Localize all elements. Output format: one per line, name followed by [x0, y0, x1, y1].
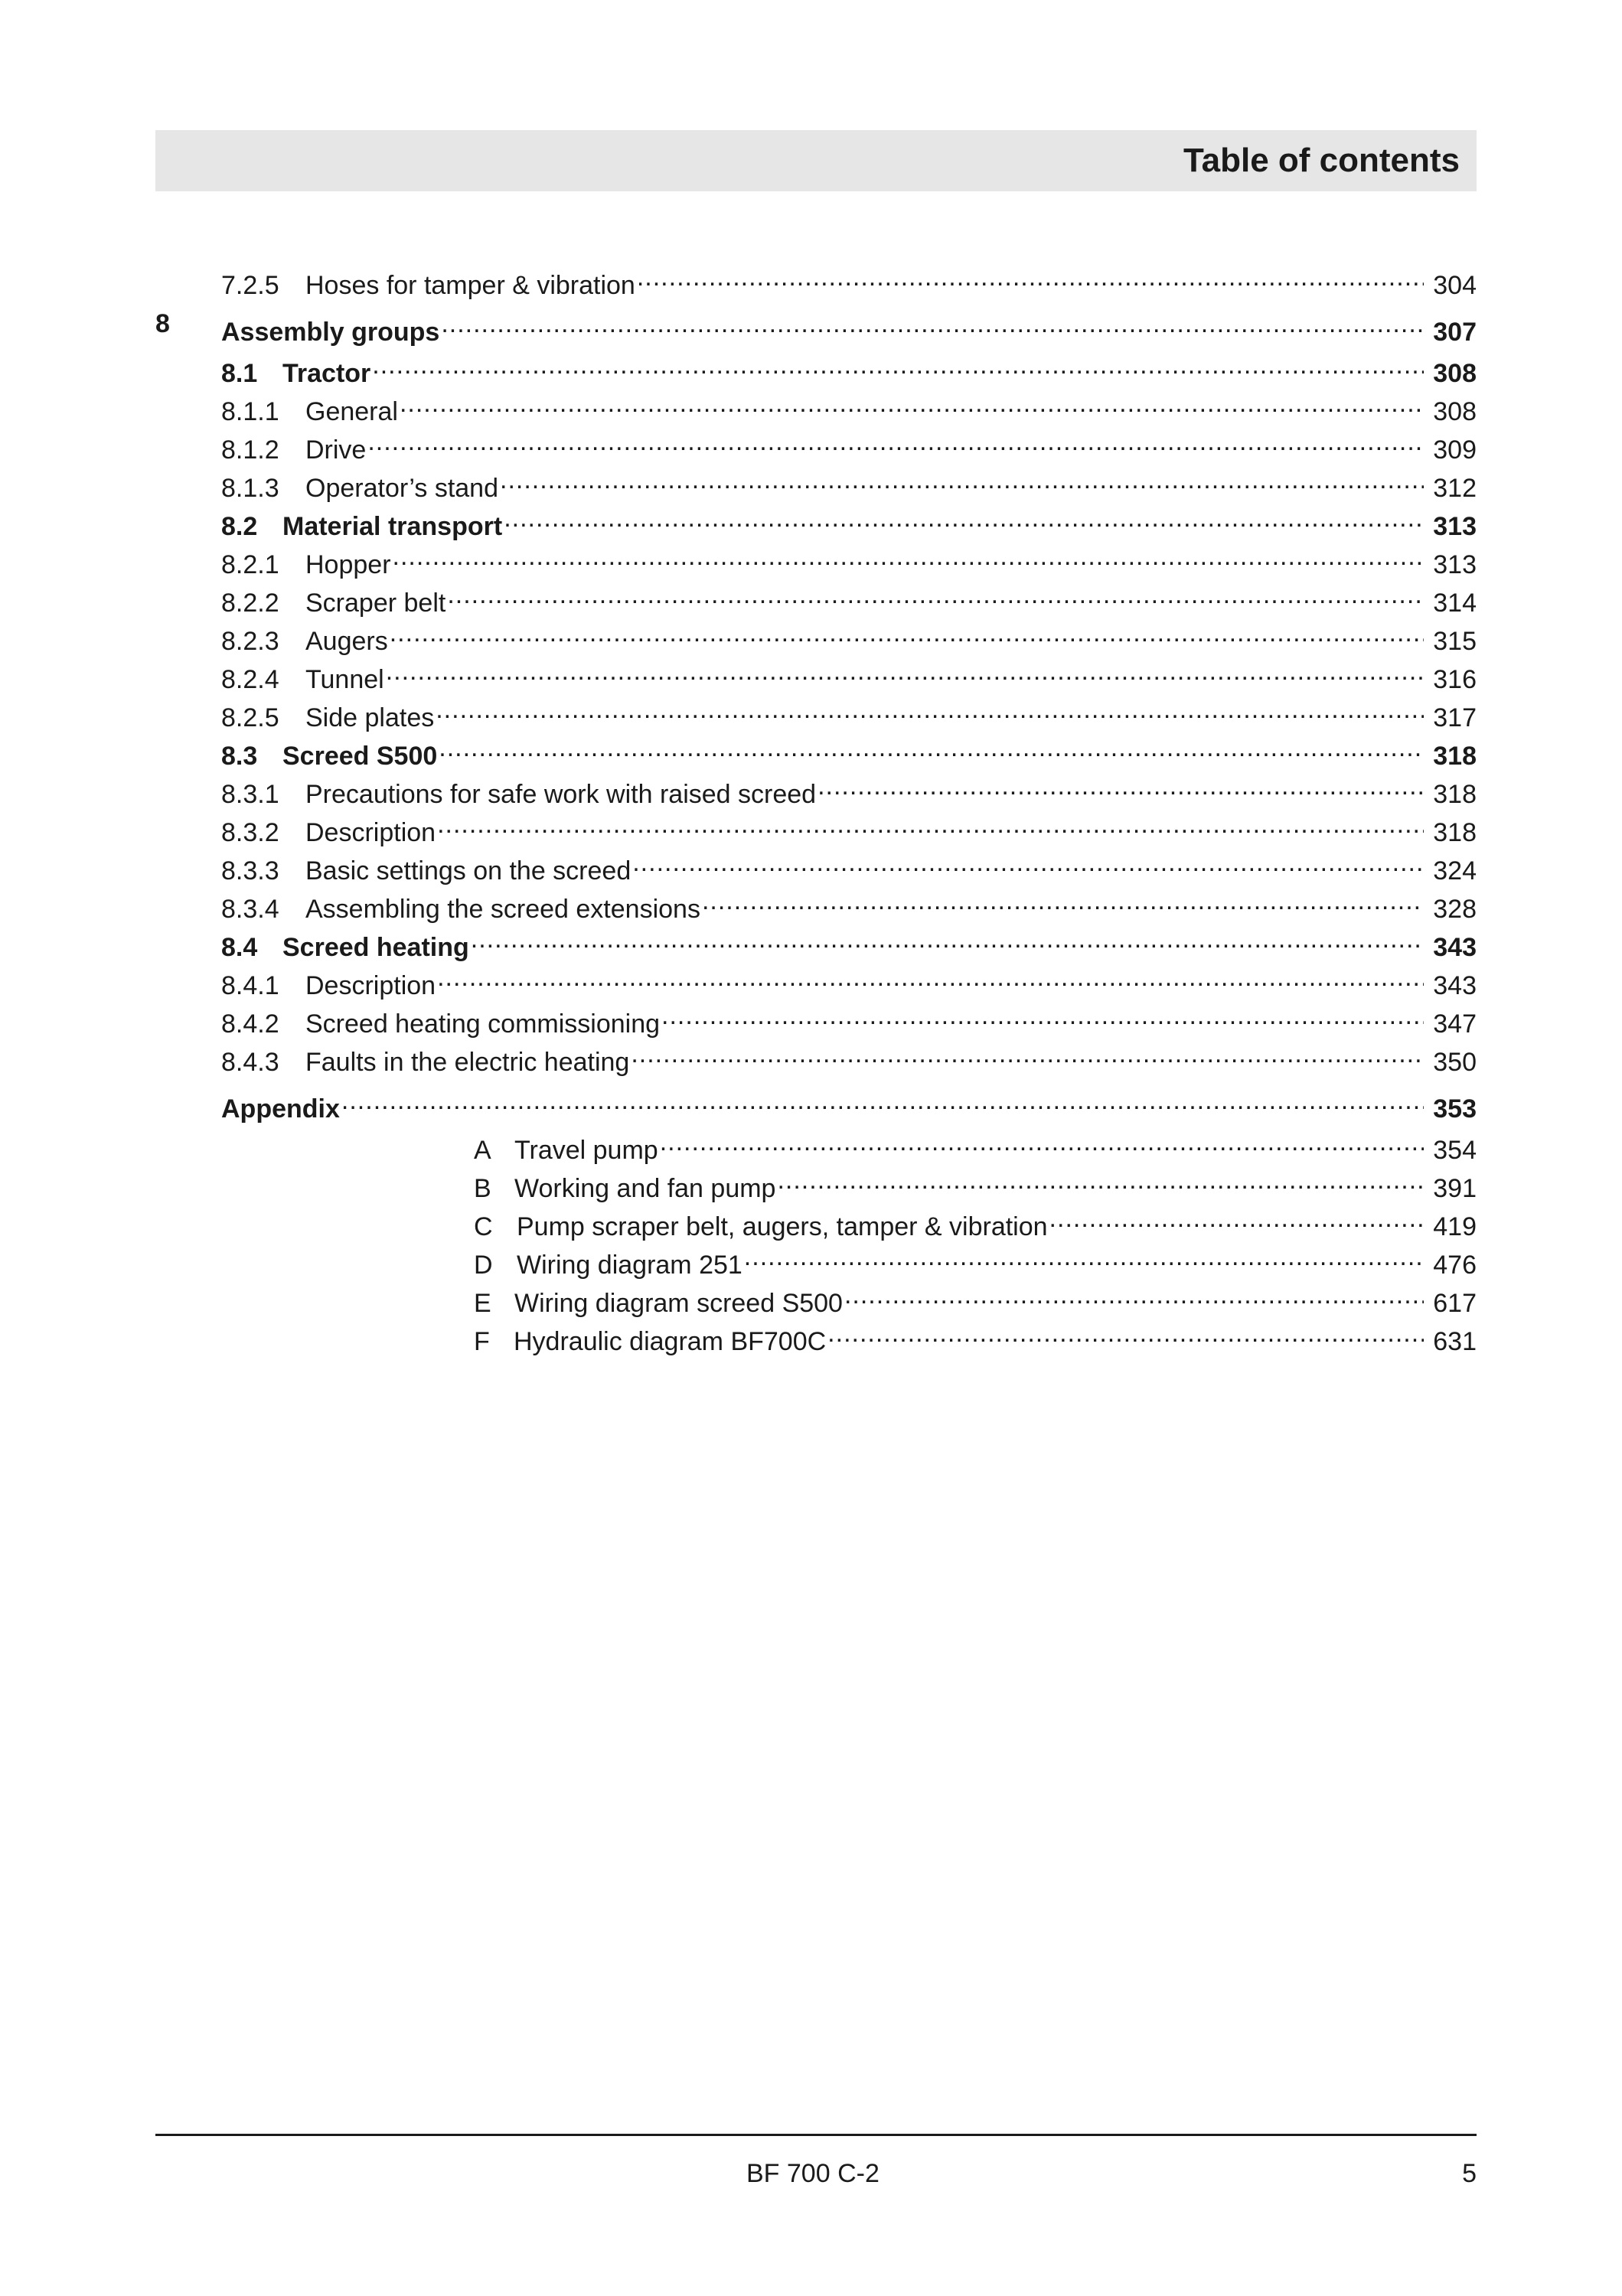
toc-entry[interactable]	[221, 616, 1477, 656]
toc-entry-number: 8.1.1	[221, 397, 279, 426]
toc-entry[interactable]	[221, 425, 1477, 465]
toc-entry-title: Hydraulic diagram BF700C	[514, 1327, 827, 1356]
toc-entry-page: 309	[1433, 435, 1477, 465]
toc-entry-page: 347	[1433, 1009, 1477, 1039]
toc-entry-page: 318	[1433, 780, 1477, 809]
toc-entry-title: Wiring diagram screed S500	[514, 1289, 843, 1318]
toc-entry-page: 308	[1433, 359, 1477, 388]
toc-leader-dots	[341, 1084, 1424, 1117]
toc-entry-page: 328	[1433, 895, 1477, 924]
toc-entry-number: 8.4.1	[221, 971, 279, 1000]
toc-entry-letter: F	[474, 1327, 490, 1356]
toc-entry-title: Operator’s stand	[305, 474, 498, 503]
toc-entry-number: 8.4.2	[221, 1009, 279, 1039]
toc-entry-title: Hopper	[305, 550, 391, 579]
toc-entry-page: 316	[1433, 665, 1477, 694]
toc-entry-appendix-item[interactable]	[474, 1240, 1477, 1280]
toc-leader-dots	[386, 654, 1425, 688]
toc-entry-letter: B	[474, 1174, 491, 1203]
toc-leader-dots	[400, 386, 1424, 420]
toc-entry-page: 312	[1433, 474, 1477, 503]
toc-entry-title: Travel pump	[514, 1136, 658, 1165]
toc-leader-dots	[441, 307, 1424, 341]
toc-entry-page: 391	[1433, 1174, 1477, 1203]
toc-entry-title: Assembling the screed extensions	[305, 895, 700, 924]
toc-leader-dots	[447, 578, 1424, 612]
toc-entry-page: 354	[1433, 1136, 1477, 1165]
toc-entry[interactable]	[221, 386, 1477, 426]
toc-entry-section[interactable]	[221, 348, 1477, 388]
toc-entry-title: Working and fan pump	[514, 1174, 776, 1203]
toc-entry-title: Wiring diagram 251	[517, 1251, 742, 1280]
toc-leader-dots	[818, 769, 1424, 803]
toc-entry-appendix-item[interactable]	[474, 1278, 1477, 1318]
toc-entry-title: Augers	[305, 627, 388, 656]
toc-leader-dots	[437, 807, 1424, 841]
toc-entry-page: 313	[1433, 512, 1477, 541]
toc-entry-title: Tractor	[282, 359, 371, 388]
toc-leader-dots	[777, 1163, 1424, 1197]
toc-entry-page: 315	[1433, 627, 1477, 656]
toc-entry-title: Description	[305, 818, 436, 847]
toc-entry[interactable]	[221, 578, 1477, 618]
toc-entry[interactable]	[221, 960, 1477, 1000]
toc-entry-number: 8.2.5	[221, 703, 279, 732]
toc-entry[interactable]	[221, 540, 1477, 579]
toc-leader-dots	[632, 846, 1424, 879]
toc-entry-page: 313	[1433, 550, 1477, 579]
toc-entry-page: 419	[1433, 1212, 1477, 1241]
toc-entry-number: 8.3	[221, 742, 258, 771]
toc-leader-dots	[504, 501, 1424, 535]
toc-entry[interactable]	[221, 769, 1477, 809]
toc-entry-page: 343	[1433, 933, 1477, 962]
toc-entry-letter: A	[474, 1136, 491, 1165]
toc-entry-page: 476	[1433, 1251, 1477, 1280]
toc-entry-title: Description	[305, 971, 436, 1000]
toc-entry-number: 8.1.3	[221, 474, 279, 503]
toc-entry-appendix-item[interactable]	[474, 1316, 1477, 1356]
toc-entry-page: 631	[1433, 1327, 1477, 1356]
toc-leader-dots	[744, 1240, 1424, 1274]
toc-entry-number: 8.4.3	[221, 1048, 279, 1077]
toc-entry[interactable]	[221, 654, 1477, 694]
toc-entry-number: 8.3.4	[221, 895, 279, 924]
toc-entry[interactable]	[221, 260, 1477, 300]
toc-leader-dots	[393, 540, 1425, 573]
toc-leader-dots	[439, 731, 1424, 765]
footer-page-number: 5	[1462, 2159, 1477, 2188]
toc-entry-chapter[interactable]	[155, 307, 1477, 347]
toc-entry-section[interactable]	[221, 922, 1477, 962]
toc-entry-title: Material transport	[282, 512, 503, 541]
toc-entry-title: Faults in the electric heating	[305, 1048, 630, 1077]
toc-entry-number: 8.2.2	[221, 589, 279, 618]
toc-leader-dots	[436, 693, 1424, 726]
toc-entry-appendix-item[interactable]	[474, 1163, 1477, 1203]
toc-leader-dots	[437, 960, 1424, 994]
toc-leader-dots	[471, 922, 1425, 956]
toc-leader-dots	[367, 425, 1424, 458]
toc-entry[interactable]	[221, 463, 1477, 503]
toc-entry-number: 8.2.4	[221, 665, 279, 694]
toc-entry-title: Scraper belt	[305, 589, 446, 618]
toc-entry-title: Screed S500	[282, 742, 438, 771]
toc-entry-number: 7.2.5	[221, 271, 279, 300]
toc-entry-title: Drive	[305, 435, 367, 465]
toc-entry[interactable]	[221, 693, 1477, 732]
toc-entry[interactable]	[221, 884, 1477, 924]
toc-entry-number: 8.1	[221, 359, 258, 388]
toc-entry-letter: C	[474, 1212, 493, 1241]
toc-entry-title: Pump scraper belt, augers, tamper & vibration	[517, 1212, 1048, 1241]
toc-entry-page: 353	[1433, 1094, 1477, 1124]
toc-entry-number: 8.2	[221, 512, 258, 541]
toc-entry-page: 308	[1433, 397, 1477, 426]
page-title: Table of contents	[1183, 142, 1460, 179]
toc-leader-dots	[827, 1316, 1424, 1350]
toc-leader-dots	[660, 1125, 1425, 1159]
toc-entry-number: 8.4	[221, 933, 258, 962]
toc-entry-section[interactable]	[221, 501, 1477, 541]
toc-leader-dots	[661, 999, 1424, 1032]
toc-entry-letter: D	[474, 1251, 493, 1280]
toc-entry-page: 324	[1433, 856, 1477, 885]
toc-entry[interactable]	[221, 807, 1477, 847]
toc-entry-number: 8.1.2	[221, 435, 279, 465]
toc-leader-dots	[1049, 1202, 1425, 1235]
toc-entry-number: 8.2.3	[221, 627, 279, 656]
toc-entry-number: 8.3.3	[221, 856, 279, 885]
toc-entry-page: 318	[1433, 742, 1477, 771]
toc-entry-number: 8.3.1	[221, 780, 279, 809]
toc-leader-dots	[702, 884, 1424, 918]
toc-entry-title: Tunnel	[305, 665, 384, 694]
toc-entry-title: Basic settings on the screed	[305, 856, 632, 885]
toc-entry-page: 317	[1433, 703, 1477, 732]
toc-entry-appendix-item[interactable]	[474, 1125, 1477, 1165]
toc-entry-title: Screed heating	[282, 933, 469, 962]
toc-entry[interactable]	[221, 846, 1477, 885]
toc-entry-number: 8.2.1	[221, 550, 279, 579]
toc-entry-appendix[interactable]	[221, 1084, 1477, 1124]
toc-entry-page: 343	[1433, 971, 1477, 1000]
toc-leader-dots	[372, 348, 1424, 382]
toc-entry-title: Hoses for tamper & vibration	[305, 271, 635, 300]
toc-leader-dots	[390, 616, 1425, 650]
toc-entry-page: 314	[1433, 589, 1477, 618]
toc-entry-title: General	[305, 397, 398, 426]
toc-entry[interactable]	[221, 999, 1477, 1039]
toc-entry-title: Side plates	[305, 703, 435, 732]
toc-entry[interactable]	[221, 1037, 1477, 1077]
toc-entry-title: Appendix	[221, 1094, 340, 1124]
toc-chapter-number: 8	[155, 309, 170, 338]
toc-leader-dots	[637, 260, 1424, 294]
toc-entry-title: Precautions for safe work with raised screed	[305, 780, 817, 809]
toc-leader-dots	[500, 463, 1424, 497]
toc-entry-title: Screed heating commissioning	[305, 1009, 661, 1039]
toc-entry-title: Assembly groups	[221, 318, 440, 347]
footer-document-id: BF 700 C-2	[746, 2159, 880, 2188]
toc-entry-page: 350	[1433, 1048, 1477, 1077]
toc-entry-page: 318	[1433, 818, 1477, 847]
toc-leader-dots	[631, 1037, 1424, 1071]
toc-leader-dots	[844, 1278, 1424, 1312]
toc-entry-letter: E	[474, 1289, 491, 1318]
toc-entry-appendix-item[interactable]	[474, 1202, 1477, 1241]
toc-entry-section[interactable]	[221, 731, 1477, 771]
toc-entry-page: 304	[1433, 271, 1477, 300]
toc-entry-page: 307	[1433, 318, 1477, 347]
footer-divider	[155, 2134, 1477, 2136]
toc-entry-page: 617	[1433, 1289, 1477, 1318]
toc-entry-number: 8.3.2	[221, 818, 279, 847]
